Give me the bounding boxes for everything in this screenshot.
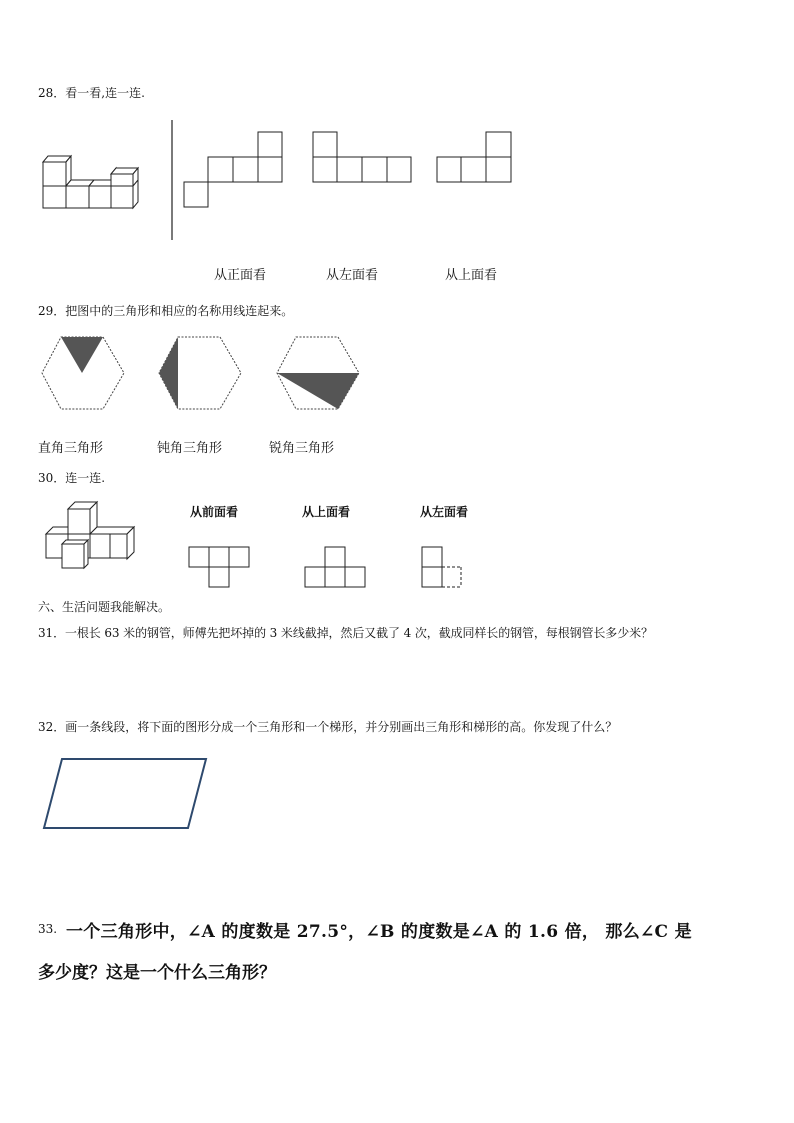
q29-text: 29．把图中的三角形和相应的名称用线连起来。 xyxy=(38,304,294,318)
q30-cube-figure xyxy=(42,500,138,570)
q31-text: 31．一根长 63 米的钢管，师傅先把坏掉的 3 米线截掉，然后又截了 4 次，截成同样长的钢管，每根钢管长多少米？ xyxy=(38,626,653,640)
q30-view-shape-2 xyxy=(304,546,368,588)
q29-hexagon-1 xyxy=(40,335,126,411)
q30-view-shape-3 xyxy=(421,546,465,588)
q28-divider-line xyxy=(170,120,174,242)
q28-label-left: 从左面看 xyxy=(326,268,379,283)
q28-text: 28．看一看,连一连. xyxy=(38,86,145,100)
q28-view-shape-2 xyxy=(312,131,414,185)
q28-view-shape-1 xyxy=(183,131,285,209)
q30-view-shape-1 xyxy=(188,546,252,588)
q28-label-front: 从正面看 xyxy=(214,268,267,283)
q30-label-top: 从上面看 xyxy=(302,505,351,519)
q29-label-acute-triangle: 锐角三角形 xyxy=(269,441,335,456)
q30-text: 30．连一连. xyxy=(38,471,106,485)
section-6-heading: 六、生活问题我能解决。 xyxy=(38,600,171,614)
q33-line-2: 多少度？这是一个什么三角形？ xyxy=(38,963,276,983)
q29-hexagon-3 xyxy=(275,335,361,411)
q30-label-left: 从左面看 xyxy=(420,505,469,519)
q33-number: 33. xyxy=(38,922,58,936)
q30-label-front: 从前面看 xyxy=(190,505,239,519)
q29-label-obtuse-triangle: 钝角三角形 xyxy=(157,441,223,456)
q29-hexagon-2 xyxy=(157,335,243,411)
q28-label-top: 从上面看 xyxy=(445,268,498,283)
q29-label-right-triangle: 直角三角形 xyxy=(38,441,104,456)
q28-cube-figure xyxy=(38,150,158,212)
q33-line-1: 一个三角形中，∠A 的度数是 27.5°，∠B 的度数是∠A 的 1.6 倍， 那么∠C 是 xyxy=(66,922,692,942)
q28-view-shape-3 xyxy=(436,131,514,185)
q32-parallelogram xyxy=(42,756,210,832)
q32-text: 32．画一条线段，将下面的图形分成一个三角形和一个梯形，并分别画出三角形和梯形的高。你发现了什么？ xyxy=(38,720,618,734)
